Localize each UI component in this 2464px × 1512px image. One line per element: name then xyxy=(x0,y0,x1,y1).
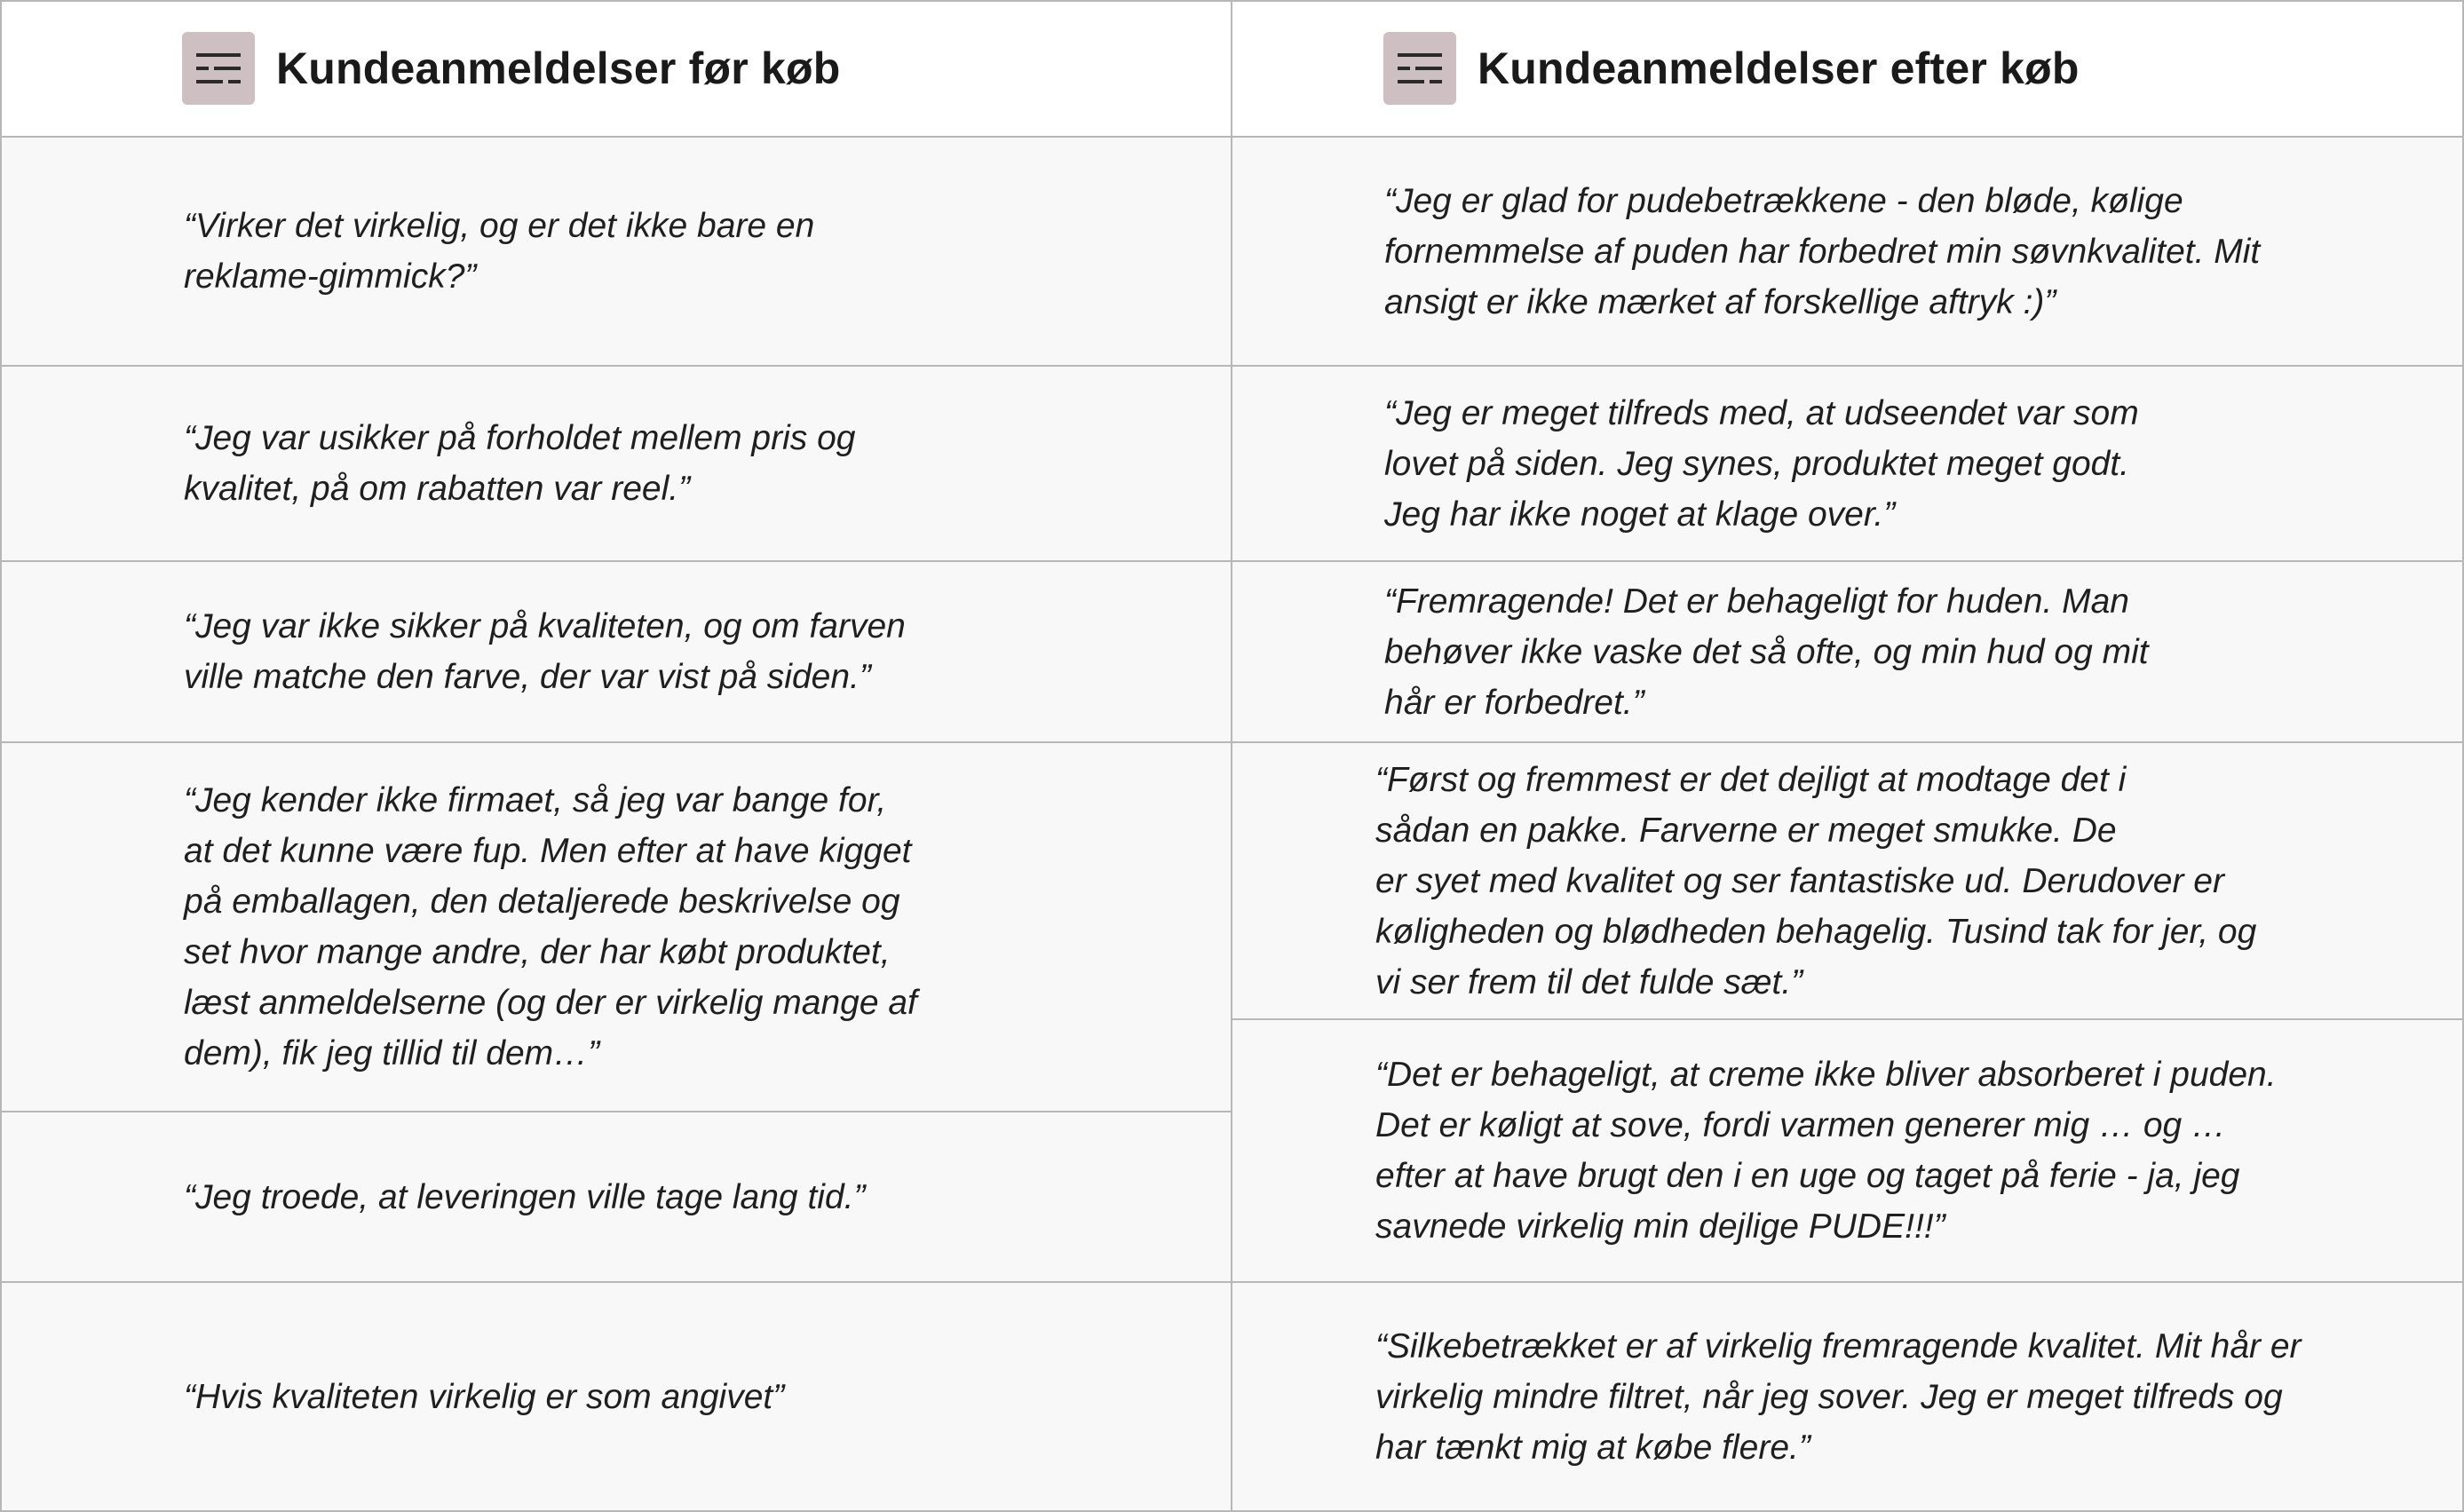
review-text: “Jeg er meget tilfreds med, at udseendet var som lovet på siden. Jeg synes, produktet meget godt. Jeg har ikke noget at klage over.” xyxy=(1384,393,2139,534)
header-before xyxy=(182,0,841,137)
list-icon xyxy=(182,32,255,105)
review-text: “Virker det virkelig, og er det ikke bare en reklame-gimmick?” xyxy=(184,207,815,296)
list-icon xyxy=(1383,32,1456,105)
review-before-1 xyxy=(184,139,1223,364)
review-after-2 xyxy=(1384,368,2454,559)
review-text: “Jeg kender ikke firmaet, så jeg var bange for, at det kunne være fup. Men efter at have kigget på emballagen, den detaljerede beskrivelse og set hvor mange andre, der har købt produktet, læst anmeldelserne (og der er virkelig mange af dem), fik jeg tillid til dem…” xyxy=(184,781,917,1073)
grid-line xyxy=(0,1111,1232,1112)
review-text: “Jeg troede, at leveringen ville tage lang tid.” xyxy=(184,1177,866,1216)
list-icon-glyph xyxy=(1396,51,1444,86)
review-text: “Det er behageligt, at creme ikke bliver absorberet i puden. Det er køligt at sove, fordi varmen generer mig … og … efter at have brugt den i en uge og taget på ferie - ja, jeg savnede virkelig min dejlige PUDE!!!” xyxy=(1375,1056,2277,1246)
review-after-3 xyxy=(1384,563,2454,740)
review-after-6 xyxy=(1375,1284,2454,1510)
review-after-5 xyxy=(1375,1021,2454,1280)
review-after-1 xyxy=(1384,139,2454,364)
review-before-2 xyxy=(184,368,1223,559)
review-text: “Hvis kvaliteten virkelig er som angivet” xyxy=(184,1378,785,1416)
column-title-before: Kundeanmeldelser før køb xyxy=(276,44,841,93)
review-text: “Silkebetrækket er af virkelig fremragende kvalitet. Mit hår er virkelig mindre filtret, når jeg sover. Jeg er meget tilfreds og har tænkt mig at købe flere.” xyxy=(1375,1327,2302,1467)
grid-line xyxy=(1231,0,1232,1512)
review-before-3 xyxy=(184,563,1223,740)
grid-line xyxy=(0,0,2,1512)
column-title-after: Kundeanmeldelser efter køb xyxy=(1478,44,2080,93)
header-after xyxy=(1383,0,2080,137)
review-before-6 xyxy=(184,1284,1223,1510)
list-icon-glyph xyxy=(194,51,242,86)
grid-line xyxy=(1232,1018,2464,1020)
review-text: “Jeg er glad for pudebetrækkene - den bløde, kølige fornemmelse af puden har forbedret min søvnkvalitet. Mit ansigt er ikke mærket af forskellige aftryk :)” xyxy=(1384,181,2261,321)
review-text: “Først og fremmest er det dejligt at modtage det i sådan en pakke. Farverne er meget smukke. De er syet med kvalitet og ser fantastiske ud. Derudover er køligheden og blødheden behagelig. Tusind tak for jer, og vi ser frem til det fulde sæt.” xyxy=(1375,760,2257,1001)
review-before-4 xyxy=(184,744,1223,1110)
review-before-5 xyxy=(184,1113,1223,1280)
review-after-4 xyxy=(1375,744,2454,1017)
review-text: “Jeg var ikke sikker på kvaliteten, og om farven ville matche den farve, der var vist på siden.” xyxy=(184,607,906,696)
review-text: “Jeg var usikker på forholdet mellem pris og kvalitet, på om rabatten var reel.” xyxy=(184,419,856,508)
review-text: “Fremragende! Det er behageligt for huden. Man behøver ikke vaske det så ofte, og min hud og mit hår er forbedret.” xyxy=(1384,582,2149,722)
